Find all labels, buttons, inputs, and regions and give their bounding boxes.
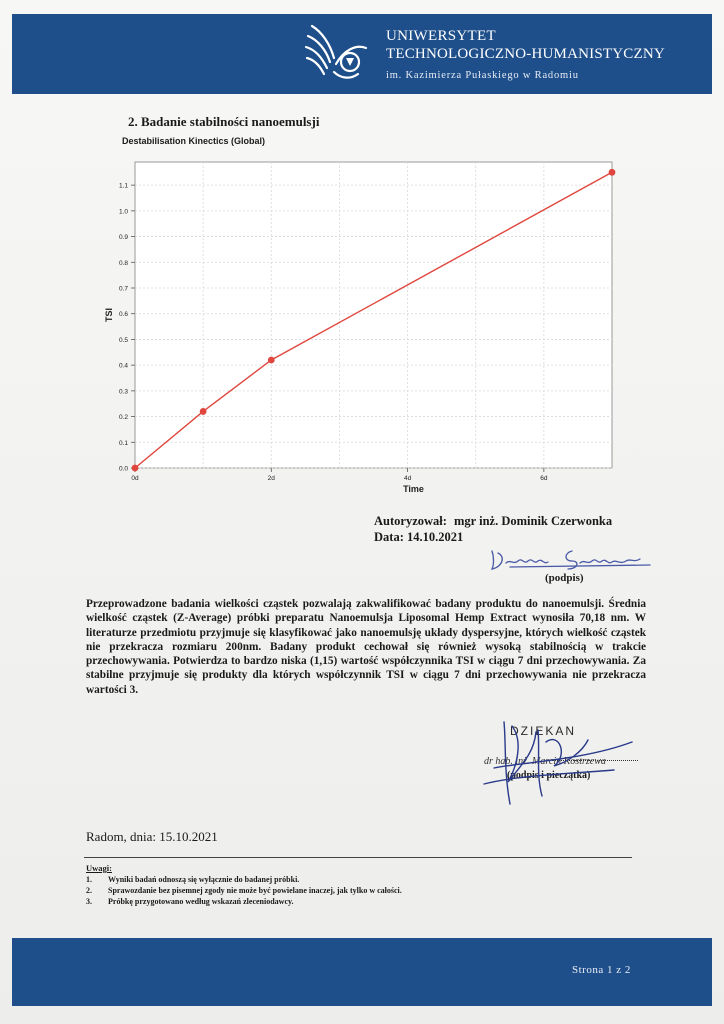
- y-tick-label: 0.7: [118, 285, 128, 293]
- x-axis-label: Time: [403, 484, 424, 494]
- note-number: 2.: [86, 886, 92, 895]
- conclusion-paragraph: Przeprowadzone badania wielkości cząstek pozwalają zakwalifikować badany produktu do nanoemulsji. Średnia wielkość cząstek (Z-Average) próbki preparatu Nanoemulsja Liposomal Hemp Extract wynosiła 70,18 nm. W literaturze przedmiotu przyjmuje się klasyfikować jako nanoemulsję układy dyspersyjne, których wielkość cząstek nie przekracza rozmiaru 200nm. Badany produkt cechował się również wysoką stabilnością w trakcie przechowywania. Potwierdza to bardzo niska (1,15) wartość współczynnika TSI w ciągu 7 dni przechowywania. Za stabilne przyjmuje się produkty dla których współczynnik TSI w ciągu 7 dni przechowywania nie przekracza wartości 3.: [86, 598, 646, 696]
- place-and-date: Radom, dnia: 15.10.2021: [86, 829, 218, 844]
- y-tick-label: 0.8: [118, 259, 128, 267]
- x-tick-label: 2d: [267, 475, 275, 482]
- y-axis-label: TSI: [104, 307, 114, 323]
- page-number: Strona 1 z 2: [572, 964, 631, 976]
- authorized-by-label: Autoryzował:: [374, 514, 447, 528]
- university-patron: im. Kazimierza Pułaskiego w Radomiu: [386, 70, 579, 81]
- note-text: Próbkę przygotowano według wskazań zleceniodawcy.: [108, 897, 294, 906]
- y-tick-label: 0.1: [118, 439, 128, 447]
- y-tick-label: 0.6: [118, 311, 128, 319]
- tsi-line-chart: [100, 150, 640, 496]
- y-tick-label: 0.5: [118, 336, 128, 344]
- y-tick-label: 0.9: [118, 234, 128, 242]
- y-tick-label: 0.2: [118, 414, 128, 422]
- note-item: [86, 886, 402, 895]
- dean-signature-caption: (podpis i pieczątka): [507, 770, 591, 781]
- author-signature: [480, 543, 660, 573]
- authorized-by-name: mgr inż. Dominik Czerwonka: [454, 514, 613, 528]
- university-name-line2: TECHNOLOGICZNO-HUMANISTYCZNY: [386, 46, 665, 62]
- note-text: Wyniki badań odnoszą się wyłącznie do badanej próbki.: [108, 875, 300, 884]
- data-point: [268, 357, 275, 364]
- note-item: [86, 875, 299, 884]
- y-tick-label: 0.3: [118, 388, 128, 396]
- x-tick-label: 6d: [540, 475, 548, 482]
- note-number: 1.: [86, 875, 92, 884]
- note-text: Sprawozdanie bez pisemnej zgody nie może być powielane inaczej, jak tylko w całości.: [108, 886, 402, 895]
- signature-caption: (podpis): [545, 572, 584, 584]
- note-item: [86, 897, 294, 906]
- y-tick-label: 0.4: [118, 362, 128, 370]
- dean-title: DZIEKAN: [510, 724, 577, 738]
- plot-area: [135, 162, 612, 468]
- y-tick-label: 0.0: [118, 465, 128, 473]
- x-tick-label: 4d: [403, 475, 412, 482]
- dean-name: dr hab. inż. Marcin Kostrzewa: [484, 756, 606, 767]
- dean-signature: [464, 712, 644, 812]
- y-tick-label: 1.0: [118, 208, 128, 216]
- section-title: 2. Badanie stabilności nanoemulsji: [128, 114, 320, 129]
- x-tick-label: 0d: [131, 475, 139, 482]
- data-point: [132, 465, 139, 472]
- data-point: [609, 169, 616, 176]
- notes-title: Uwagi:: [86, 863, 112, 873]
- notes-divider: [84, 857, 632, 858]
- y-tick-label: 1.1: [118, 182, 128, 190]
- university-name-line1: UNIWERSYTET: [386, 28, 496, 44]
- chart-title: Destabilisation Kinectics (Global): [122, 136, 266, 146]
- authorization-date: Data: 14.10.2021: [374, 530, 464, 544]
- note-number: 3.: [86, 897, 92, 906]
- winged-logo-icon: [300, 14, 378, 94]
- data-point: [200, 408, 207, 415]
